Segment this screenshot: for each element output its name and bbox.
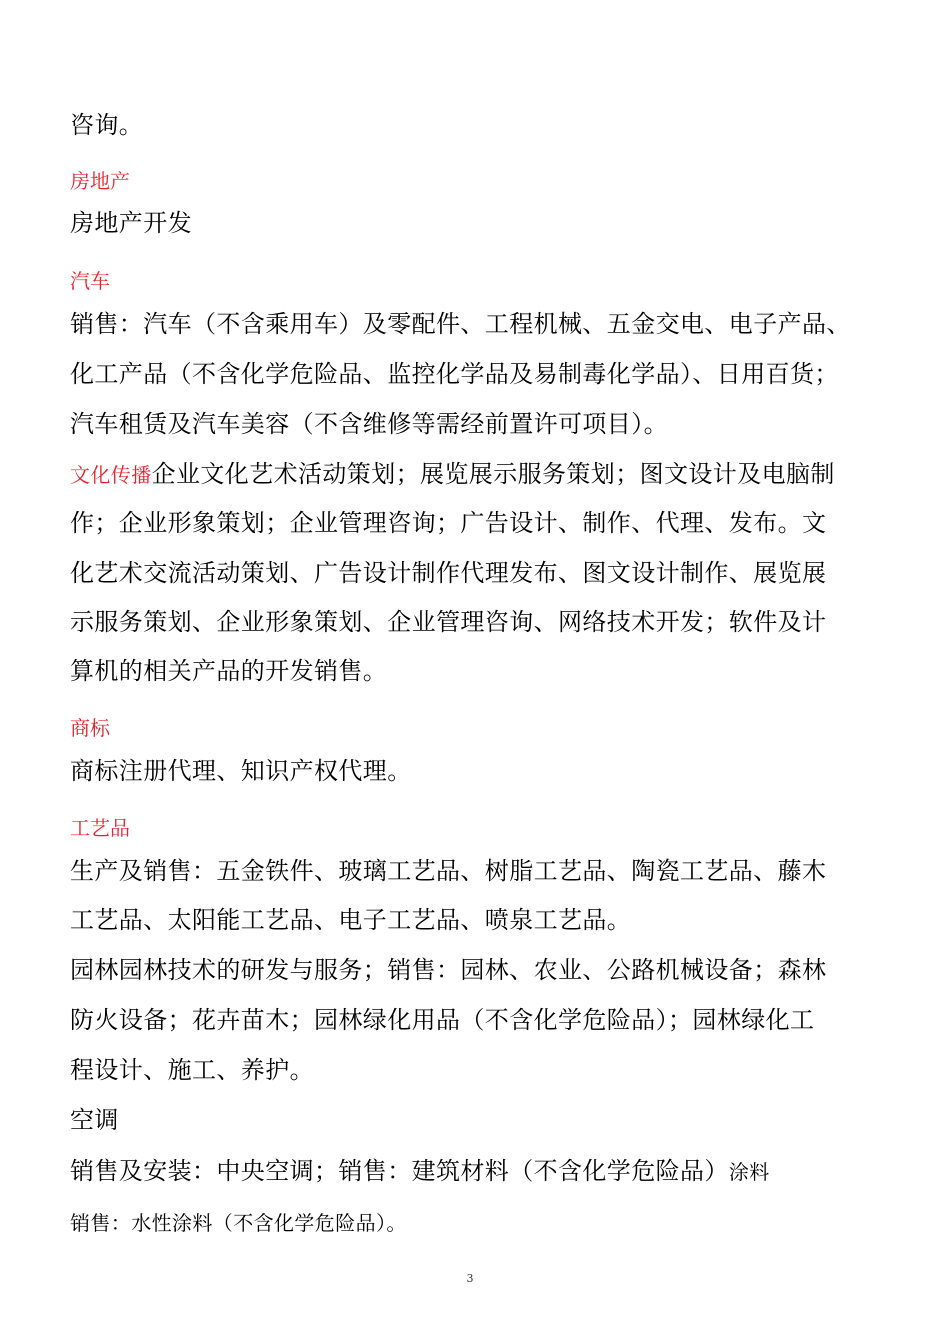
text-line: 化艺术交流活动策划、广告设计制作代理发布、图文设计制作、展览展 <box>70 559 827 587</box>
text-line: 示服务策划、企业形象策划、企业管理咨询、网络技术开发；软件及计 <box>70 608 827 636</box>
text-line: 销售：汽车（不含乘用车）及零配件、工程机械、五金交电、电子产品、 <box>70 310 851 338</box>
text-line: 作；企业形象策划；企业管理咨询；广告设计、制作、代理、发布。文 <box>70 509 827 537</box>
text-line: 空调 <box>70 1106 119 1134</box>
section-heading-real-estate: 房地产 <box>70 169 130 193</box>
text-line: 化工产品（不含化学危险品、监控化学品及易制毒化学品）、日用百货； <box>70 360 839 388</box>
text-run: 销售及安装：中央空调；销售：建筑材料（不含化学危险品） <box>70 1157 729 1185</box>
section-heading-crafts: 工艺品 <box>70 816 130 840</box>
section-heading-culture: 文化传播 <box>70 463 152 487</box>
text-line: 汽车租赁及汽车美容（不含维修等需经前置许可项目）。 <box>70 410 668 438</box>
text-line <box>70 459 890 490</box>
text-line: 园林园林技术的研发与服务；销售：园林、农业、公路机械设备；森林 <box>70 956 827 984</box>
page-number: 3 <box>466 1272 474 1285</box>
text-line: 工艺品、太阳能工艺品、电子工艺品、喷泉工艺品。 <box>70 906 632 934</box>
text-line: 商标注册代理、知识产权代理。 <box>70 757 412 785</box>
text-line: 程设计、施工、养护。 <box>70 1056 314 1084</box>
text-line: 销售：水性涂料（不含化学危险品）。 <box>70 1211 407 1235</box>
section-heading-trademark: 商标 <box>70 716 110 740</box>
text-line: 生产及销售：五金铁件、玻璃工艺品、树脂工艺品、陶瓷工艺品、藤木 <box>70 857 827 885</box>
section-heading-auto: 汽车 <box>70 269 110 293</box>
text-line: 算机的相关产品的开发销售。 <box>70 657 388 685</box>
text-run: 涂料 <box>728 1160 770 1184</box>
text-line: 防火设备；花卉苗木；园林绿化用品（不含化学危险品）；园林绿化工 <box>70 1006 815 1034</box>
text-line: 咨询。 <box>70 111 144 139</box>
text-run: 企业文化艺术活动策划；展览展示服务策划；图文设计及电脑制 <box>151 460 835 488</box>
text-line <box>70 1156 890 1187</box>
text-line: 房地产开发 <box>70 209 192 237</box>
